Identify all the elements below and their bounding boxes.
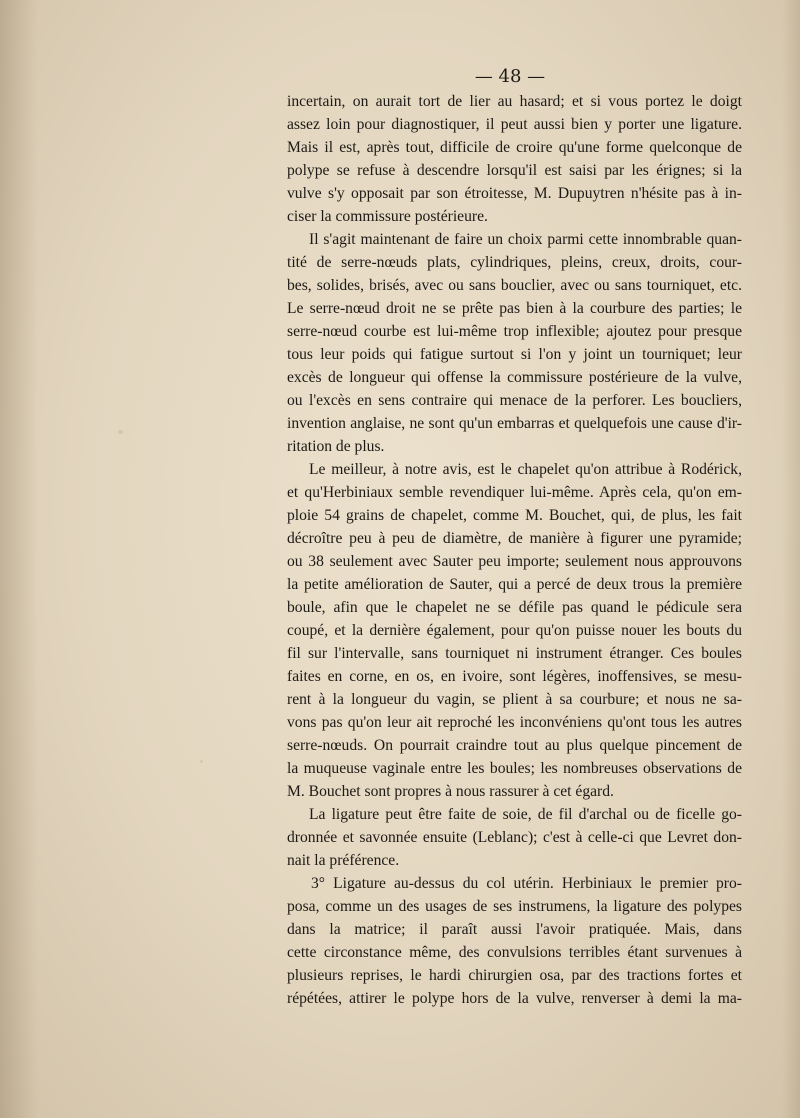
text-line: Il s'agit maintenant de faire un choix parmi cette innombrable quan- — [309, 231, 742, 248]
text-line: 3° Ligature au-dessus du col utérin. Herbiniaux le premier pro- — [311, 875, 742, 892]
text-line: vulve s'y opposait par son étroitesse, M. Dupuytren n'hésite pas à in- — [287, 185, 742, 202]
text-line: rent à la longueur du vagin, se plient à sa courbure; et nous ne sa- — [287, 691, 742, 708]
text-line: ciser la commissure postérieure. — [287, 208, 488, 225]
text-line: posa, comme un des usages de ses instrumens, la ligature des polypes — [287, 898, 742, 915]
text-line: la muqueuse vaginale entre les boules; les nombreuses observations de — [287, 760, 742, 777]
text-line: cette circonstance même, des convulsions terribles étant survenues à — [287, 944, 742, 961]
text-line: ou l'excès en sens contraire qui menace de la perforer. Les boucliers, — [287, 392, 742, 409]
text-line: nait la préférence. — [287, 852, 400, 869]
text-line: tité de serre-nœuds plats, cylindriques, pleins, creux, droits, cour- — [287, 254, 742, 271]
text-line: serre-nœud courbe est lui-même trop inflexible; ajoutez pour presque — [287, 323, 742, 340]
text-line: assez loin pour diagnostiquer, il peut aussi bien y porter une ligature. — [287, 116, 742, 133]
foxing-spot — [200, 760, 203, 763]
text-line: incertain, on aurait tort de lier au hasard; et si vous portez le doigt — [287, 93, 742, 110]
text-line: dans la matrice; il paraît aussi l'avoir pratiquée. Mais, dans — [287, 921, 742, 938]
binding-shadow — [0, 0, 38, 1118]
text-line: M. Bouchet sont propres à nous rassurer à cet égard. — [287, 783, 614, 800]
text-line: vons pas qu'on leur ait reproché les inconvéniens qu'ont tous les autres — [287, 714, 742, 731]
body-text — [287, 90, 742, 1010]
text-line: polype se refuse à descendre lorsqu'il est saisi par les érignes; si la — [287, 162, 742, 179]
text-line: et qu'Herbiniaux semble revendiquer lui-même. Après cela, qu'on em- — [287, 484, 742, 501]
text-line: La ligature peut être faite de soie, de fil d'archal ou de ficelle go- — [309, 806, 742, 823]
text-line: ritation de plus. — [287, 438, 385, 455]
text-line: Le meilleur, à notre avis, est le chapelet qu'on attribue à Rodérick, — [309, 461, 742, 478]
text-line: coupé, et la dernière également, pour qu'on puisse nouer les bouts du — [287, 622, 742, 639]
text-line: ou 38 seulement avec Sauter peu importe; seulement nous approuvons — [287, 553, 742, 570]
text-line: dronnée et savonnée ensuite (Leblanc); c'est à celle-ci que Levret don- — [287, 829, 742, 846]
text-line: bes, solides, brisés, avec ou sans bouclier, avec ou sans tourniquet, etc. — [287, 277, 742, 294]
text-line: plusieurs reprises, le hardi chirurgien osa, par des tractions fortes et — [287, 967, 742, 984]
text-line: la petite amélioration de Sauter, qui a percé de deux trous la première — [287, 576, 742, 593]
text-line: décroître peu à peu de diamètre, de manière à figurer une pyramide; — [287, 530, 742, 547]
text-line: répétées, attirer le polype hors de la vulve, renverser à demi la ma- — [287, 990, 742, 1007]
page-number: — 48 — — [474, 66, 546, 87]
text-line: invention anglaise, ne sont qu'un embarras et quelquefois une cause d'ir- — [287, 415, 742, 432]
text-line: serre-nœuds. On pourrait craindre tout au plus quelque pincement de — [287, 737, 742, 754]
text-line: boule, afin que le chapelet ne se défile pas quand le pédicule sera — [287, 599, 742, 616]
text-line: Mais il est, après tout, difficile de croire qu'une forme quelconque de — [287, 139, 742, 156]
edge-shadow — [782, 0, 800, 1118]
text-line: Le serre-nœud droit ne se prête pas bien à la courbure des parties; le — [287, 300, 742, 317]
text-line: excès de longueur qui offense la commissure postérieure de la vulve, — [287, 369, 742, 386]
text-line: fil sur l'intervalle, sans tourniquet ni instrument étranger. Ces boules — [287, 645, 742, 662]
text-line: ploie 54 grains de chapelet, comme M. Bouchet, qui, de plus, les fait — [287, 507, 742, 524]
text-line: tous leur poids qui fatigue surtout si l'on y joint un tourniquet; leur — [287, 346, 742, 363]
foxing-spot — [118, 430, 123, 434]
text-line: faites en corne, en os, en ivoire, sont légères, inoffensives, se mesu- — [287, 668, 742, 685]
